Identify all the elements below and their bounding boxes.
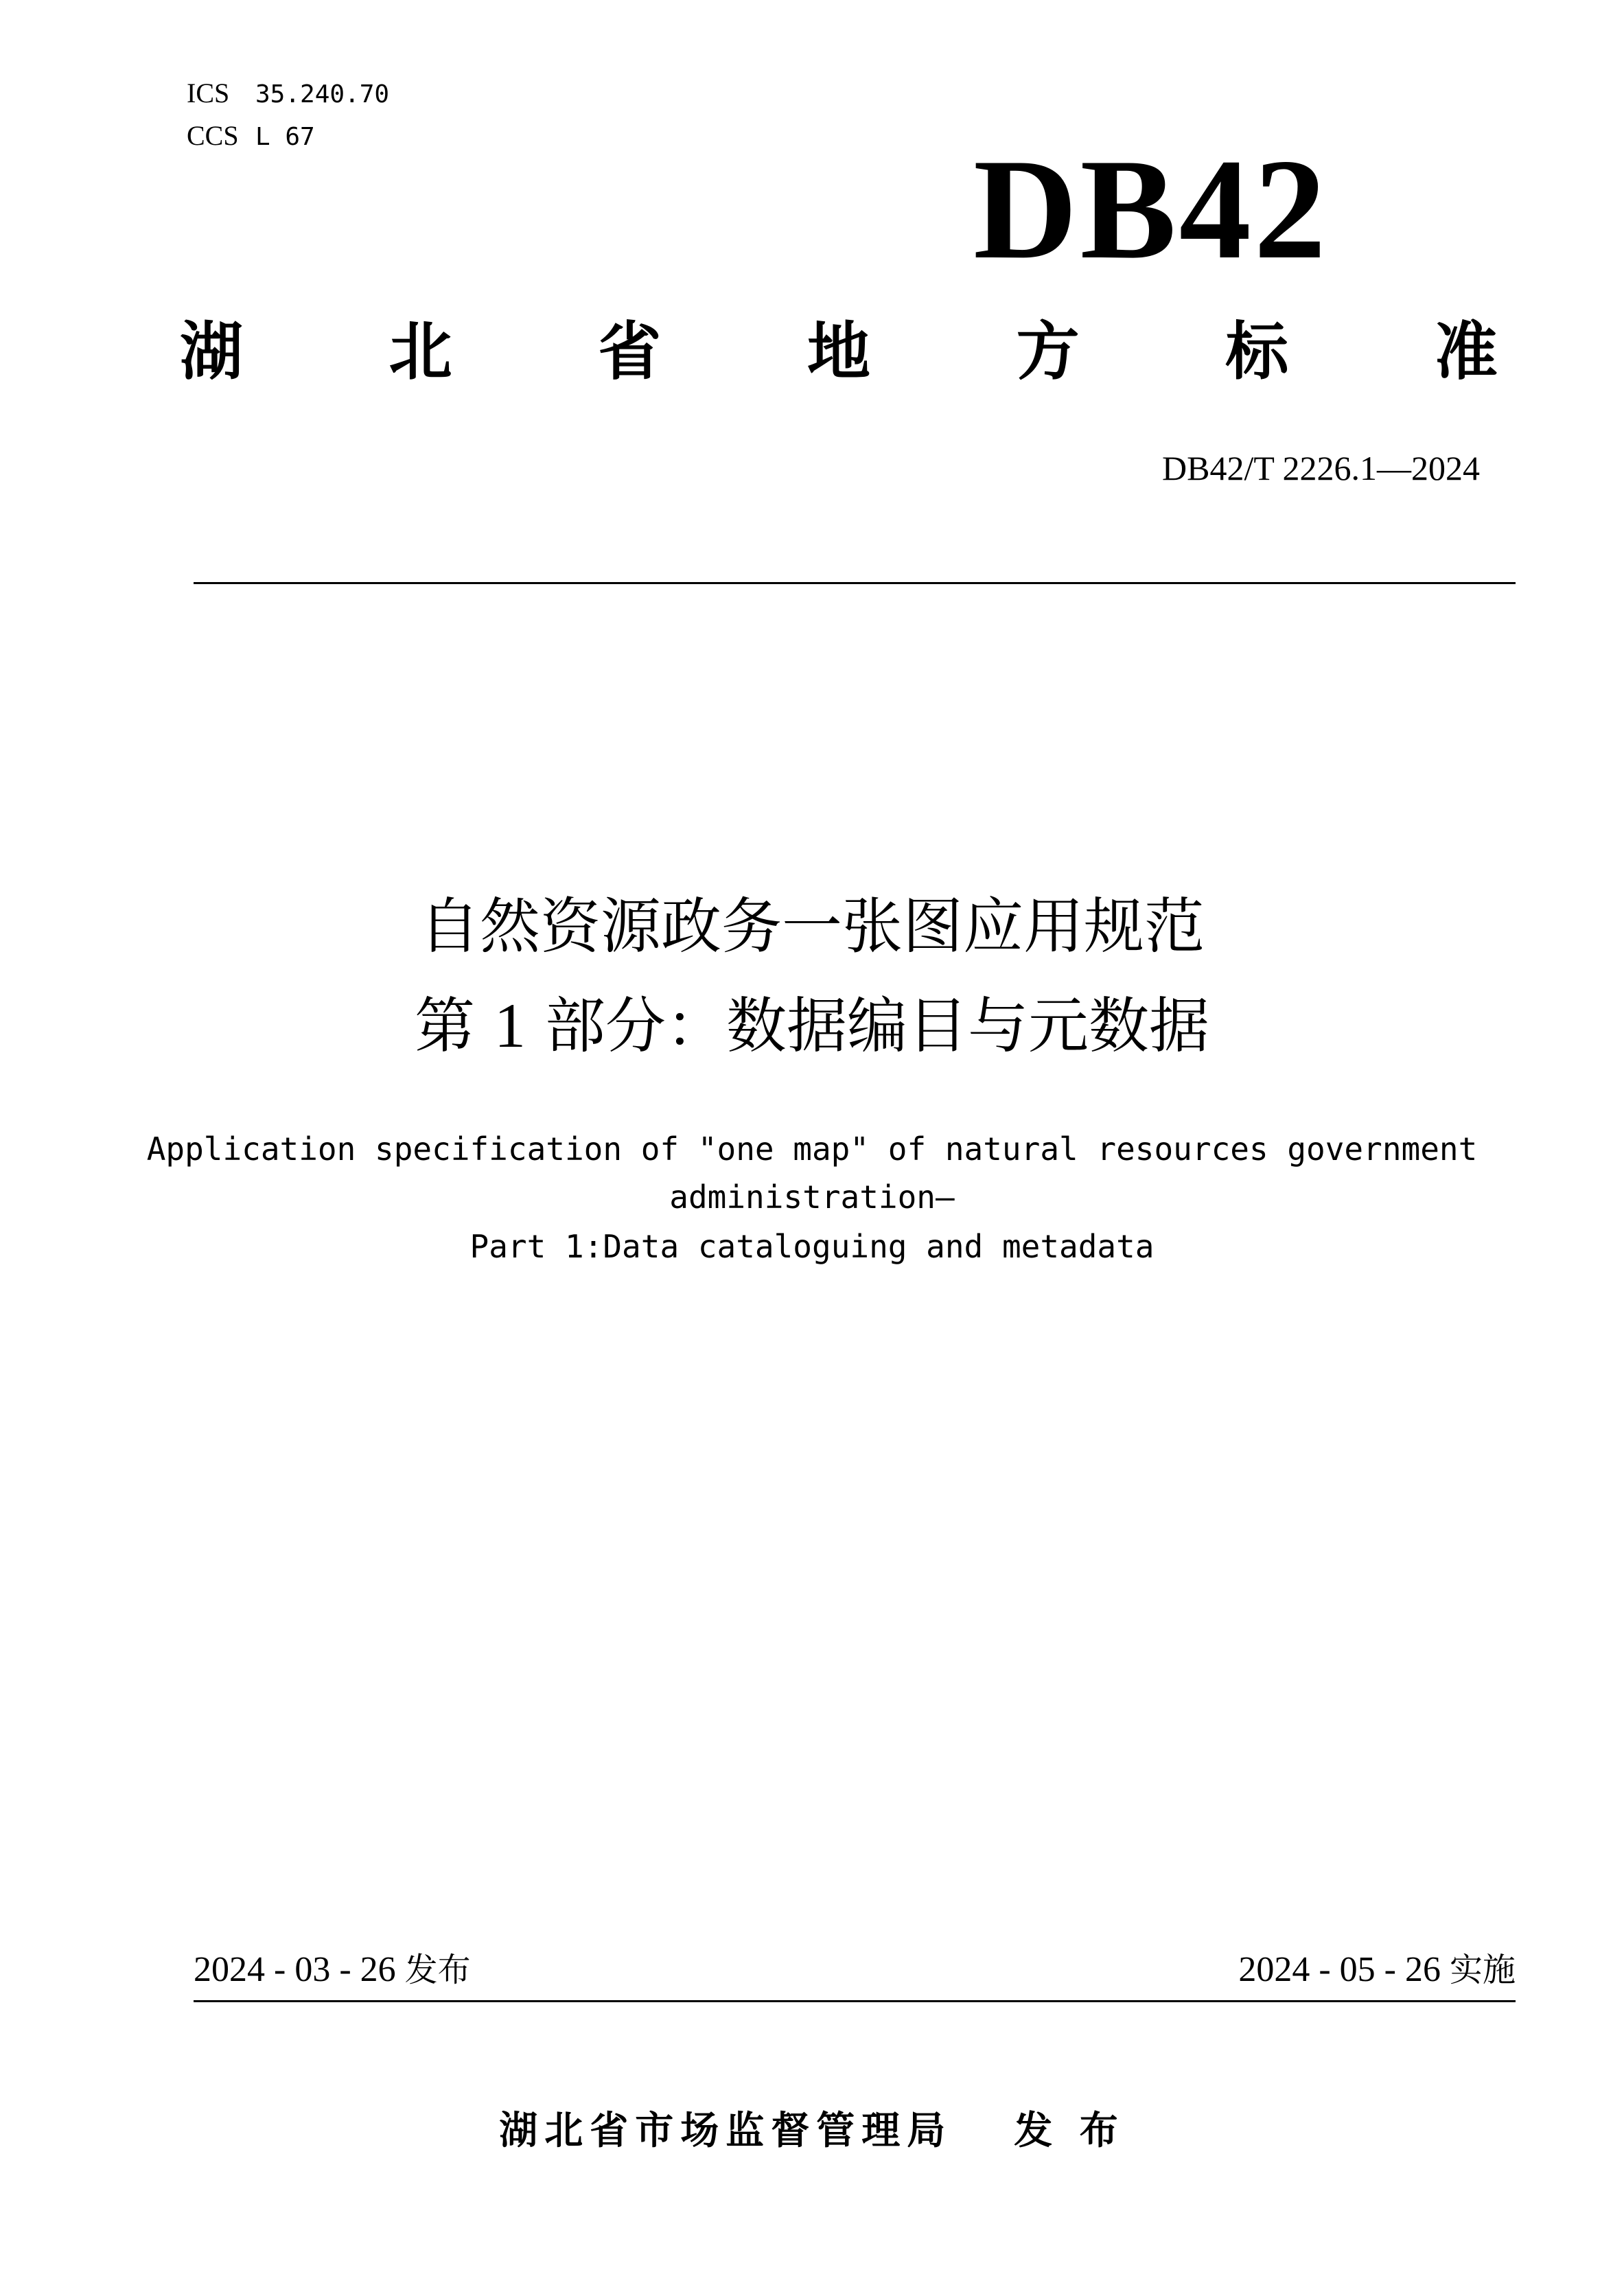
standard-type-char: 方: [1016, 315, 1080, 389]
document-number: DB42/T 2226.1—2024: [1162, 449, 1480, 487]
ics-line: [187, 77, 389, 111]
publish-date-line: [194, 1948, 471, 1992]
ccs-line: [187, 119, 315, 154]
standard-type-char: 标: [1225, 315, 1289, 389]
title-en-line3: Part 1:Data cataloguing and metadata: [469, 1228, 1155, 1265]
issue-label: 发 布: [1014, 2109, 1125, 2153]
issuer-line: [0, 2107, 1624, 2155]
title-cn-part-suffix: 部分：数据编目与元数据: [544, 990, 1209, 1061]
title-en-line1: Application specification of "one map" of natural resources government: [146, 1130, 1478, 1168]
effective-label: 实施: [1449, 1951, 1516, 1989]
standard-type-char: 地: [807, 315, 870, 389]
top-divider: [194, 582, 1516, 584]
standard-type-char: 北: [388, 315, 452, 389]
bottom-divider: [194, 2000, 1516, 2002]
title-cn-part-prefix: 第: [415, 990, 476, 1061]
publish-label: 发布: [404, 1951, 471, 1989]
title-cn-part-number: 1: [494, 990, 526, 1060]
publish-date: 2024 - 03 - 26: [194, 1950, 396, 1989]
title-cn-line1: 自然资源政务一张图应用规范: [419, 891, 1205, 962]
title-en-line2: administration—: [669, 1179, 955, 1216]
standard-type-char: 省: [598, 315, 662, 389]
standard-type-char: 准: [1434, 315, 1498, 389]
issuer-name: 湖北省市场监督管理局: [499, 2109, 953, 2153]
title-cn-line2: [0, 991, 1624, 1060]
effective-date-line: [1238, 1948, 1516, 1992]
ccs-label: CCS: [187, 120, 239, 151]
standard-type: [180, 314, 1498, 390]
ics-value: 35.240.70: [255, 80, 390, 108]
effective-date: 2024 - 05 - 26: [1238, 1950, 1441, 1989]
standard-code: DB42: [973, 130, 1329, 289]
standard-type-char: 湖: [180, 315, 244, 389]
ics-label: ICS: [187, 78, 230, 108]
ccs-value: L 67: [255, 123, 315, 151]
